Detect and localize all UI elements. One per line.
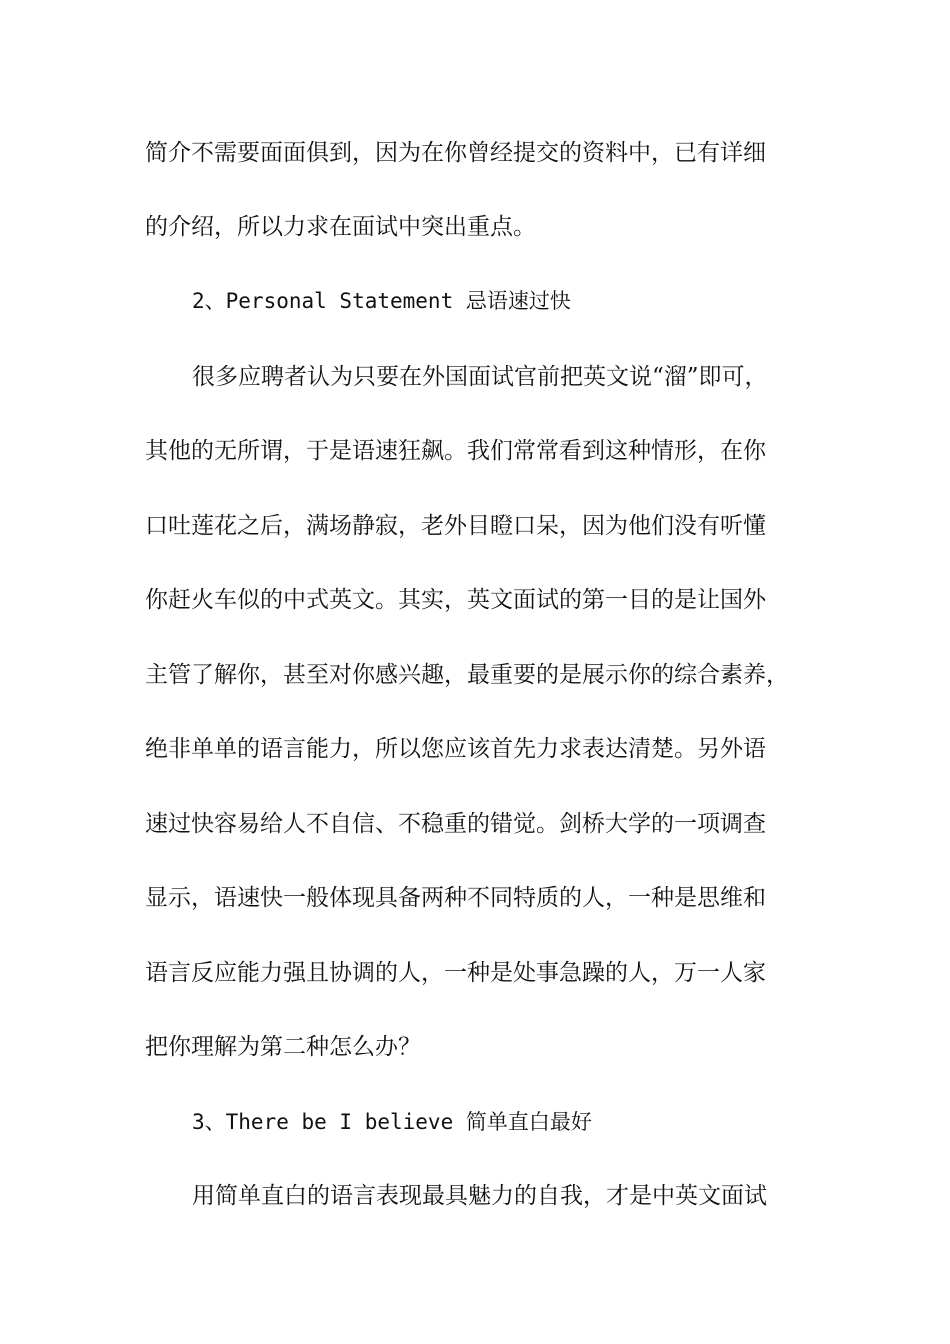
section-heading: 3、There be I believe 简单直白最好 — [192, 1110, 592, 1134]
paragraph-line: 把你理解为第二种怎么办？ — [145, 1034, 421, 1060]
paragraph-line: 口吐莲花之后，满场静寂，老外目瞪口呆，因为他们没有听懂 — [145, 513, 766, 539]
paragraph-line: 显示，语速快一般体现具备两种不同特质的人，一种是思维和 — [145, 885, 766, 911]
paragraph-line: 你赶火车似的中式英文。其实，英文面试的第一目的是让国外 — [145, 587, 766, 613]
paragraph-line: 绝非单单的语言能力，所以您应该首先力求表达清楚。另外语 — [145, 736, 766, 762]
paragraph-line: 其他的无所谓，于是语速狂飙。我们常常看到这种情形，在你 — [145, 438, 766, 464]
paragraph-line: 主管了解你，甚至对你感兴趣，最重要的是展示你的综合素养， — [145, 662, 789, 688]
paragraph-line: 用简单直白的语言表现最具魅力的自我，才是中英文面试 — [192, 1183, 767, 1209]
paragraph-line: 简介不需要面面俱到，因为在你曾经提交的资料中，已有详细 — [145, 140, 766, 166]
section-heading: 2、Personal Statement 忌语速过快 — [192, 289, 571, 313]
paragraph-line: 速过快容易给人不自信、不稳重的错觉。剑桥大学的一项调查 — [145, 811, 766, 837]
paragraph-line: 语言反应能力强且协调的人，一种是处事急躁的人，万一人家 — [145, 960, 766, 986]
paragraph-line: 的介绍，所以力求在面试中突出重点。 — [145, 214, 536, 240]
paragraph-line: 很多应聘者认为只要在外国面试官前把英文说“溜”即可， — [192, 364, 768, 390]
